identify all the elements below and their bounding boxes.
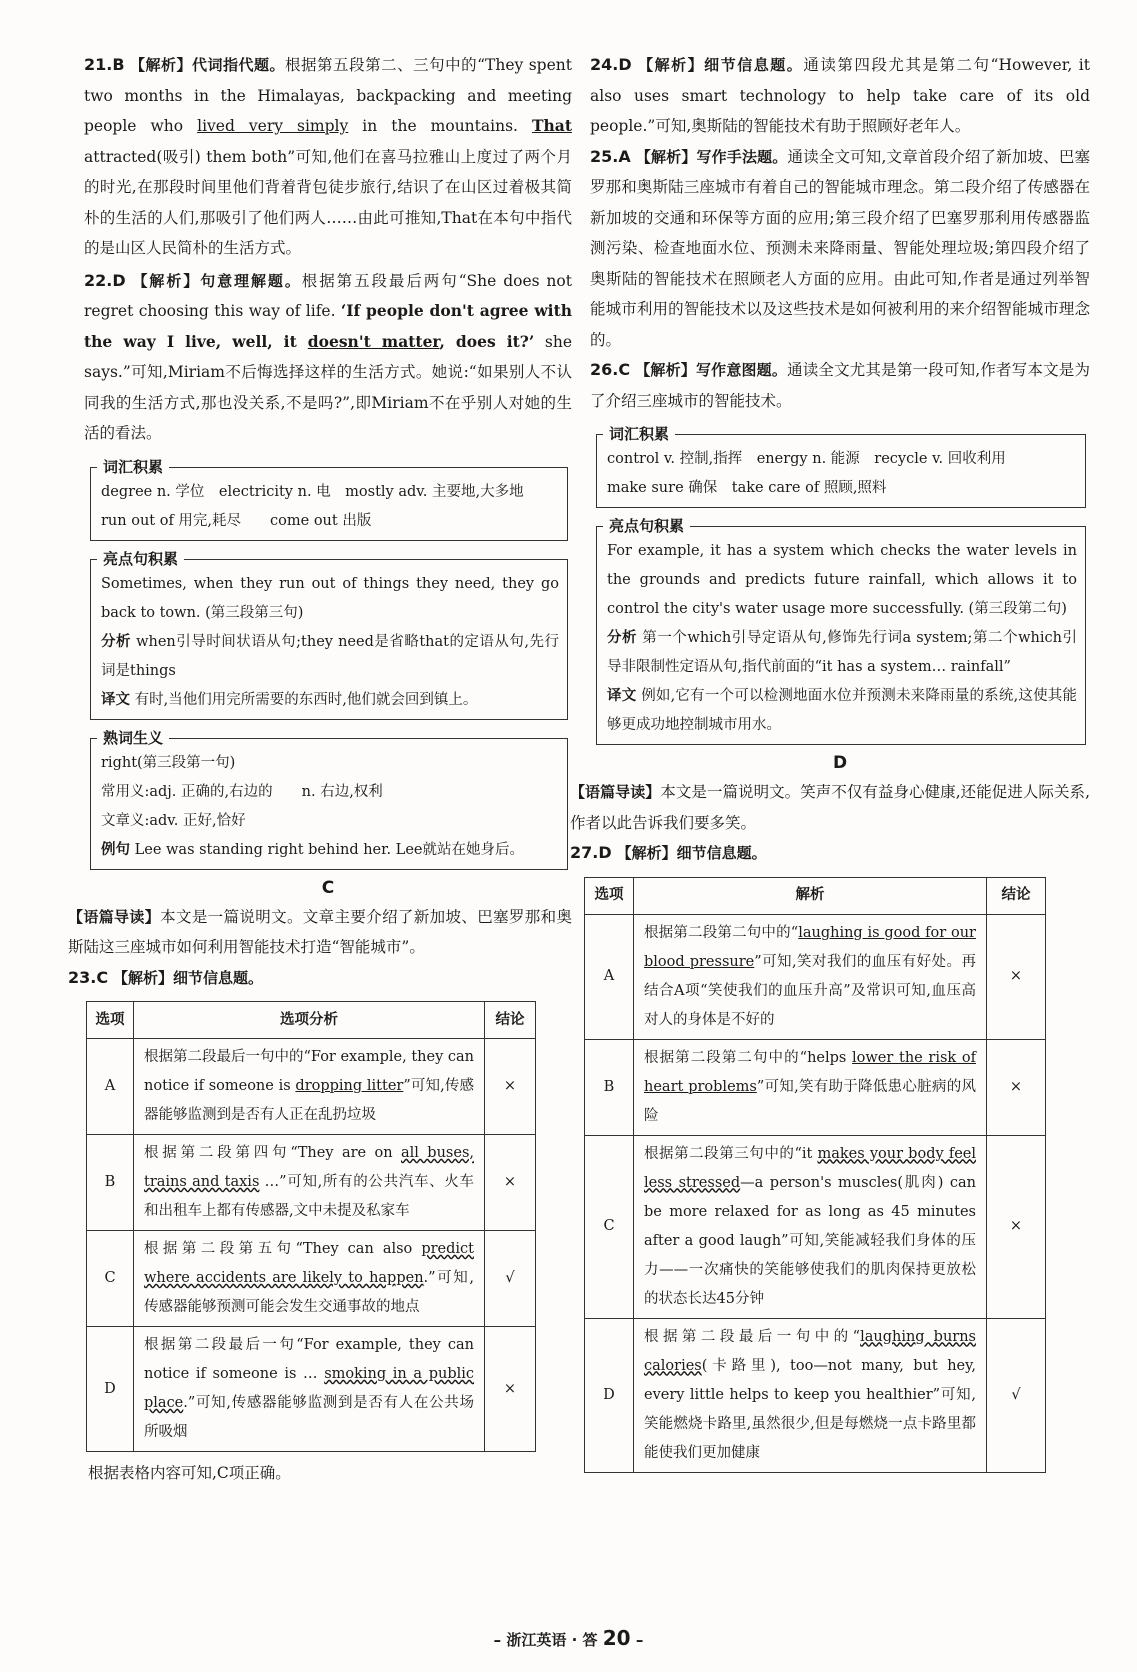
q22-number: 22.D [84, 270, 126, 290]
q21-text-2: in the mountains. [348, 117, 532, 135]
q23-type: 细节信息题。 [173, 968, 264, 987]
page-footer [0, 1626, 1137, 1650]
q21-underline-1: lived very simply [197, 117, 349, 135]
vocab-right-line-2: make sure 确保 take care of 照顾,照料 [607, 480, 887, 496]
row-pre: 根据第二段最后一句中的“ [644, 1328, 861, 1345]
right-column [570, 50, 1090, 1479]
row-post: ”可知,笑对我们的血压有好处。再结合A项“笑使我们的血压升高”及常识可知,血压高对人的身体是不好的 [644, 953, 976, 1028]
row-pre: 根据第二段第四句“They are on [144, 1145, 401, 1161]
q23-header-option: 选项 [87, 1002, 134, 1039]
sentence-right-translation [607, 682, 1077, 740]
q25-text: 通读全文可知,文章首段介绍了新加坡、巴塞罗那和奥斯陆三座城市有着自己的智能城市理念。第二段介绍了传感器在新加坡的交通和环保等方面的应用;第三段介绍了巴塞罗那利用传感器监测污染、检查地面水位、预测未来降雨量、智能处理垃圾;第四段介绍了奥斯陆的智能技术在照顾老人方面的应用。由此可知,作者是通过列举智能城市利用的智能技术以及这些技术是如何被利用的来介绍智能城市理念的。 [590, 147, 1090, 349]
q22-bold-1: ‘If people don't agree with the way I live, well, it [84, 301, 572, 351]
row-mark: lower the risk of heart problems [644, 1049, 976, 1095]
section-c-guide [68, 902, 572, 963]
familiar-common-meaning: 常用义:adj. 正确的,右边的 n. 右边,权利 [101, 783, 383, 800]
q23-table [86, 1001, 536, 1452]
analysis-text: when引导时间状语从句;they need是省略that的定语从句,先行词是things [101, 633, 559, 679]
familiar-word-box [90, 728, 568, 870]
example-text: Lee was standing right behind her. Lee就站在她身后。 [130, 841, 524, 858]
q25-type: 写作手法题。 [696, 147, 788, 166]
table-row [585, 914, 1046, 1039]
section-d-guide-text: 本文是一篇说明文。笑声不仅有益身心健康,还能促进人际关系,作者以此告诉我们要多笑。 [570, 783, 1090, 832]
row-mark: predict where accidents are likely to happen [144, 1241, 474, 1286]
row-pre: 根据第二段第五句“They can also [144, 1241, 422, 1257]
sentence-box-left [90, 549, 568, 720]
q24-type: 细节信息题。 [704, 56, 804, 74]
q27-type: 细节信息题。 [676, 844, 767, 862]
q27-row-c-option: C [585, 1135, 634, 1318]
sentence-box-right [596, 517, 1086, 745]
q23-tag: 【解析】 [113, 968, 174, 987]
q25-tag: 【解析】 [635, 147, 697, 166]
q23-row-a-option: A [87, 1039, 134, 1135]
footer-label: – 浙江英语 · 答 [493, 1631, 603, 1649]
familiar-context-meaning: 文章义:adv. 正好,恰好 [101, 812, 246, 829]
q27-number: 27.D [570, 843, 612, 862]
section-d-guide [570, 777, 1090, 838]
q23-row-d-result: × [485, 1327, 536, 1452]
q26-answer [590, 355, 1090, 416]
translation-label: 译文 [607, 688, 637, 704]
q22-tag: 【解析】 [132, 271, 201, 290]
q23-row-a-result: × [485, 1039, 536, 1135]
analysis-label: 分析 [607, 630, 638, 646]
q21-underline-2: That [531, 116, 572, 135]
vocab-box-right [596, 425, 1086, 508]
row-pre: 根据第二段最后一句“For example, they can notice if someone is … [144, 1337, 474, 1382]
row-post: —a person's muscles(肌肉) can be more relaxed for as long as 45 minutes after a good laugh”可知,笑能减轻我们身体的压力——一次痛快的笑能够使我们的肌肉保持更放松的状态长达45分钟 [644, 1174, 976, 1307]
q22-text-2: she says.”可知,Miriam不后悔选择这样的生活方式。她说:“如果别人不认同我的生活方式,那也没关系,不是吗?”,即Miriam不在乎别人对她的生活的看法。 [84, 332, 573, 442]
sentence-left-line: Sometimes, when they run out of things they need, they go back to town. (第三段第三句) [101, 575, 559, 621]
q27-row-a-text [634, 914, 987, 1039]
row-mark: dropping litter [295, 1078, 404, 1094]
translation-text: 例如,它有一个可以检测地面水位并预测未来降雨量的系统,这使其能够更成功地控制城市用水。 [607, 688, 1077, 733]
q21-number: 21.B [84, 55, 125, 74]
q23-header-analysis: 选项分析 [134, 1002, 485, 1039]
row-post: .”可知,传感器能够监测到是否有人在公共场所吸烟 [144, 1395, 474, 1440]
row-post: (卡路里), too—not many, but hey, every little helps to keep you healthier”可知,笑能燃烧卡路里,虽然很少,但是每燃烧一点卡路里都能使我们更加健康 [644, 1357, 976, 1461]
q22-bold-2: , does it?’ [439, 331, 535, 351]
q27-row-b-option: B [585, 1039, 634, 1135]
table-row [585, 1039, 1046, 1135]
q26-tag: 【解析】 [635, 361, 696, 379]
q23-header-result: 结论 [485, 1002, 536, 1039]
table-row [87, 1327, 536, 1452]
row-pre: 根据第二段第二句中的“ [644, 924, 799, 941]
translation-text: 有时,当他们用完所需要的东西时,他们就会回到镇上。 [130, 691, 478, 708]
q25-answer [590, 142, 1090, 356]
row-mark: smoking in a public place [144, 1366, 474, 1411]
q24-text: 通读第四段尤其是第二句“However, it also uses smart technology to help take care of its old people.”可知,奥斯陆的智能技术有助于照顾好老年人。 [590, 56, 1090, 135]
sentence-right-analysis [607, 624, 1077, 682]
q27-tag: 【解析】 [616, 844, 677, 862]
q23-number: 23.C [68, 967, 109, 987]
q21-text-3: attracted(吸引) them both”可知,他们在喜马拉雅山上度过了两个月的时光,在那段时间里他们背着背包徒步旅行,结识了在山区过着极其简朴的生活的人们,那吸引了他们两人……由此可推知,That在本句中指代的是山区人民简朴的生活方式。 [84, 147, 572, 257]
q22-underline: doesn't matter [307, 331, 440, 351]
q23-table-header [87, 1002, 536, 1039]
q25-number: 25.A [590, 146, 631, 166]
q23-conclusion: 根据表格内容可知,C项正确。 [88, 1464, 291, 1482]
table-row [585, 1318, 1046, 1472]
q21-answer [84, 50, 572, 264]
q27-answer [570, 838, 1090, 869]
sentence-left-translation [101, 686, 559, 715]
row-pre: 根据第二段第二句中的“helps [644, 1049, 853, 1066]
vocab-left-line-2: run out of 用完,耗尽 come out 出版 [101, 512, 372, 529]
q24-tag: 【解析】 [638, 56, 705, 74]
q23-row-b-option: B [87, 1135, 134, 1231]
q27-row-b-text [634, 1039, 987, 1135]
q27-row-a-option: A [585, 914, 634, 1039]
q23-row-c-text [134, 1231, 485, 1327]
q22-text-1: 根据第五段最后两句“She does not regret choosing this way of life. [84, 271, 572, 320]
q23-row-a-text [134, 1039, 485, 1135]
q27-table [584, 877, 1046, 1473]
q23-answer [68, 963, 572, 994]
q23-row-b-result: × [485, 1135, 536, 1231]
page-number: 20 [602, 1626, 631, 1650]
table-row [87, 1039, 536, 1135]
q23-row-d-option: D [87, 1327, 134, 1452]
row-mark: makes your body feel less stressed [644, 1145, 976, 1191]
row-post: ”可知,传感器能够监测到是否有人正在乱扔垃圾 [144, 1078, 474, 1123]
row-post: .”可知,传感器能够预测可能会发生交通事故的地点 [144, 1270, 474, 1315]
table-row [585, 1135, 1046, 1318]
q27-row-d-option: D [585, 1318, 634, 1472]
left-column [68, 50, 573, 1489]
q27-header-option: 选项 [585, 877, 634, 914]
vocab-box-left [90, 457, 568, 541]
q22-answer [84, 266, 572, 449]
example-label: 例句 [101, 841, 130, 858]
q22-type: 句意理解题。 [200, 271, 302, 290]
section-d-guide-label: 【语篇导读】 [570, 783, 661, 801]
q27-table-header [585, 877, 1046, 914]
q27-row-c-text [634, 1135, 987, 1318]
row-mark: all buses, trains and taxis [144, 1145, 474, 1190]
row-post: …”可知,所有的公共汽车、火车和出租车上都有传感器,文中未提及私家车 [144, 1174, 474, 1219]
row-post: ”可知,笑有助于降低患心脏病的风险 [644, 1078, 976, 1124]
section-d-heading: D [832, 753, 848, 773]
section-c-guide-text: 本文是一篇说明文。文章主要介绍了新加坡、巴塞罗那和奥斯陆这三座城市如何利用智能技术打造“智能城市”。 [68, 907, 572, 956]
q23-row-c-result: √ [485, 1231, 536, 1327]
footer-end: – [630, 1631, 644, 1649]
sentence-right-line: For example, it has a system which checks the water levels in the grounds and predicts future rainfall, which allows it to control the city's water usage more successfully. (第三段第二句) [607, 543, 1077, 617]
q21-type: 代词指代题。 [192, 56, 286, 74]
q27-row-a-result: × [987, 914, 1046, 1039]
row-pre: 根据第二段最后一句中的“For example, they can notice if someone is [144, 1049, 474, 1094]
q24-number: 24.D [590, 55, 632, 74]
vocab-left-line-1: degree n. 学位 electricity n. 电 mostly adv. 主要地,大多地 [101, 483, 524, 500]
q27-header-result: 结论 [987, 877, 1046, 914]
sentence-left-analysis [101, 628, 559, 686]
q23-row-b-text [134, 1135, 485, 1231]
row-mark: laughing burns calories [644, 1328, 976, 1374]
q24-answer [590, 50, 1090, 142]
translation-label: 译文 [101, 691, 130, 708]
q21-tag: 【解析】 [129, 56, 193, 74]
analysis-text: 第一个which引导定语从句,修饰先行词a system;第二个which引导非限制性定语从句,指代前面的“it has a system… rainfall” [607, 630, 1078, 675]
table-row [87, 1135, 536, 1231]
row-pre: 根据第二段第三句中的“it [644, 1145, 818, 1162]
sentence-box-right-title: 亮点句积累 [603, 515, 690, 537]
section-c-guide-label: 【语篇导读】 [68, 907, 161, 926]
q26-text: 通读全文尤其是第一段可知,作者写本文是为了介绍三座城市的智能技术。 [590, 361, 1090, 410]
analysis-label: 分析 [101, 633, 131, 650]
q27-header-analysis: 解析 [634, 877, 987, 914]
table-row [87, 1231, 536, 1327]
vocab-box-right-title: 词汇积累 [603, 423, 675, 445]
q27-row-c-result: × [987, 1135, 1046, 1318]
familiar-word: right(第三段第一句) [101, 754, 236, 771]
sentence-box-left-title: 亮点句积累 [97, 548, 184, 570]
section-c-heading: C [321, 877, 335, 898]
q26-number: 26.C [590, 360, 631, 379]
row-mark: laughing is good for our blood pressure [644, 924, 976, 970]
q27-row-d-result: √ [987, 1318, 1046, 1472]
q23-row-d-text [134, 1327, 485, 1452]
q26-type: 写作意图题。 [695, 361, 788, 379]
q27-row-d-text [634, 1318, 987, 1472]
q27-row-b-result: × [987, 1039, 1046, 1135]
vocab-right-line-1: control v. 控制,指挥 energy n. 能源 recycle v. 回收利用 [607, 451, 1006, 467]
familiar-example [101, 836, 559, 865]
q23-row-c-option: C [87, 1231, 134, 1327]
q21-text-1: 根据第五段第二、三句中的“They spent two months in the Himalayas, backpacking and meeting people who [84, 56, 572, 135]
vocab-box-left-title: 词汇积累 [97, 456, 169, 478]
familiar-word-box-title: 熟词生义 [97, 727, 169, 749]
